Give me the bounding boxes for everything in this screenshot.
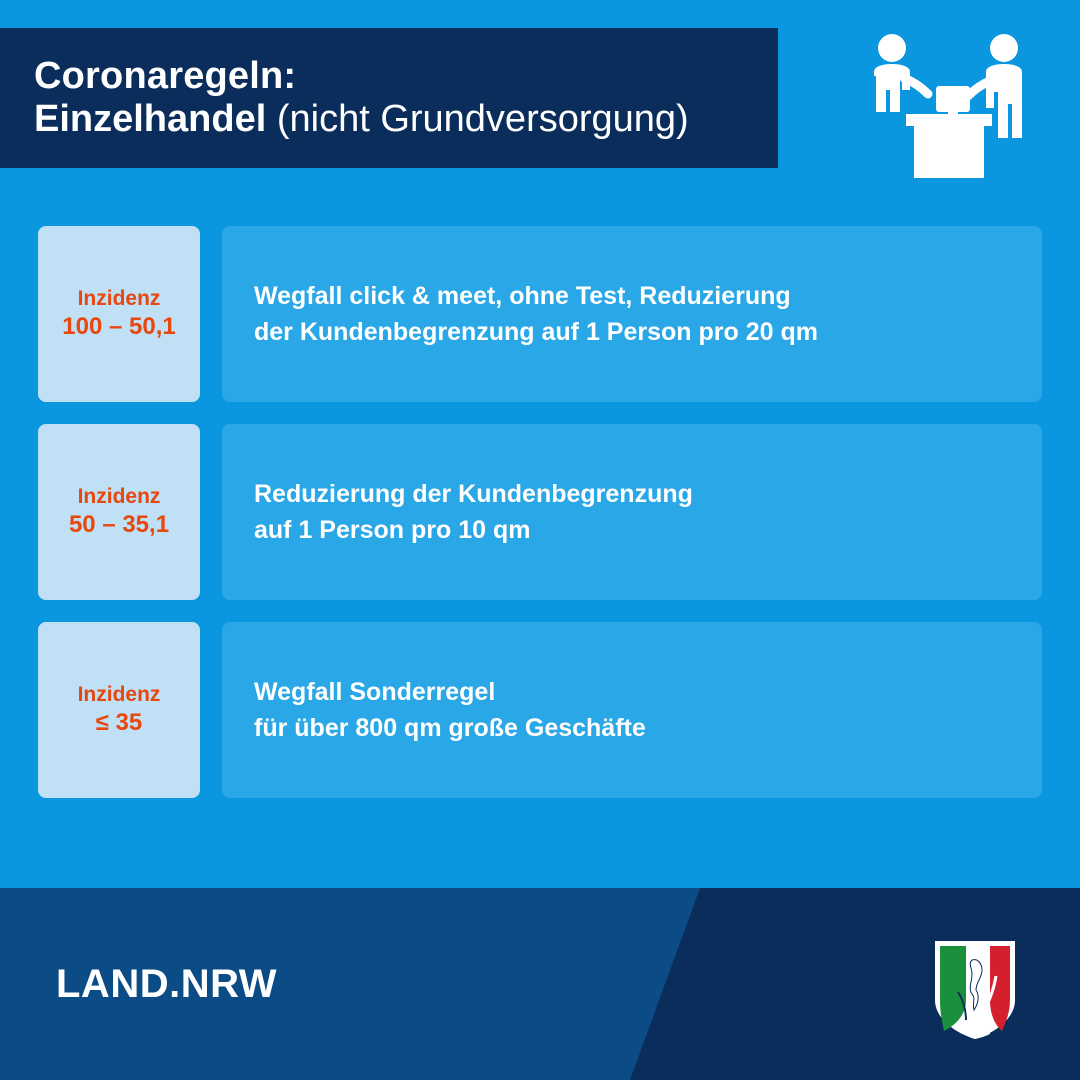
rule-row [38,226,1042,402]
header-bar [0,28,778,168]
rule-row [38,622,1042,798]
rule-text-box [222,226,1042,402]
shop-counter-icon [852,28,1042,178]
incidence-label: Inzidenz [77,484,161,508]
incidence-label: Inzidenz [77,682,161,706]
rule-text-line: auf 1 Person pro 10 qm [254,516,531,544]
rule-text-line: Wegfall click & meet, ohne Test, Reduzierung [254,281,791,310]
land-nrw-wordmark: LAND.NRW [56,962,278,1006]
incidence-value: 50 – 35,1 [68,511,170,539]
footer [0,888,1080,1080]
page-title-qualifier: (nicht Grundversorgung) [266,98,689,140]
incidence-value: ≤ 35 [95,709,143,737]
page-title-line1: Coronaregeln: [34,55,297,98]
rule-row [38,424,1042,600]
rule-text-line: der Kundenbegrenzung auf 1 Person pro 20 qm [254,318,818,346]
rule-text-box [222,424,1042,600]
rule-text-box [222,622,1042,798]
rule-text-line: Wegfall Sonderregel [254,677,496,706]
rule-text-line: Reduzierung der Kundenbegrenzung [254,479,693,508]
incidence-badge [38,622,200,798]
incidence-value: 100 – 50,1 [62,313,176,341]
incidence-badge [38,226,200,402]
page-title-subject: Einzelhandel [34,98,267,140]
rules-list [38,226,1042,798]
incidence-badge [38,424,200,600]
incidence-label: Inzidenz [77,286,161,310]
nrw-coat-of-arms-icon [932,938,1018,1042]
page-title-line2 [34,98,778,141]
rule-text-line: für über 800 qm große Geschäfte [254,714,646,742]
